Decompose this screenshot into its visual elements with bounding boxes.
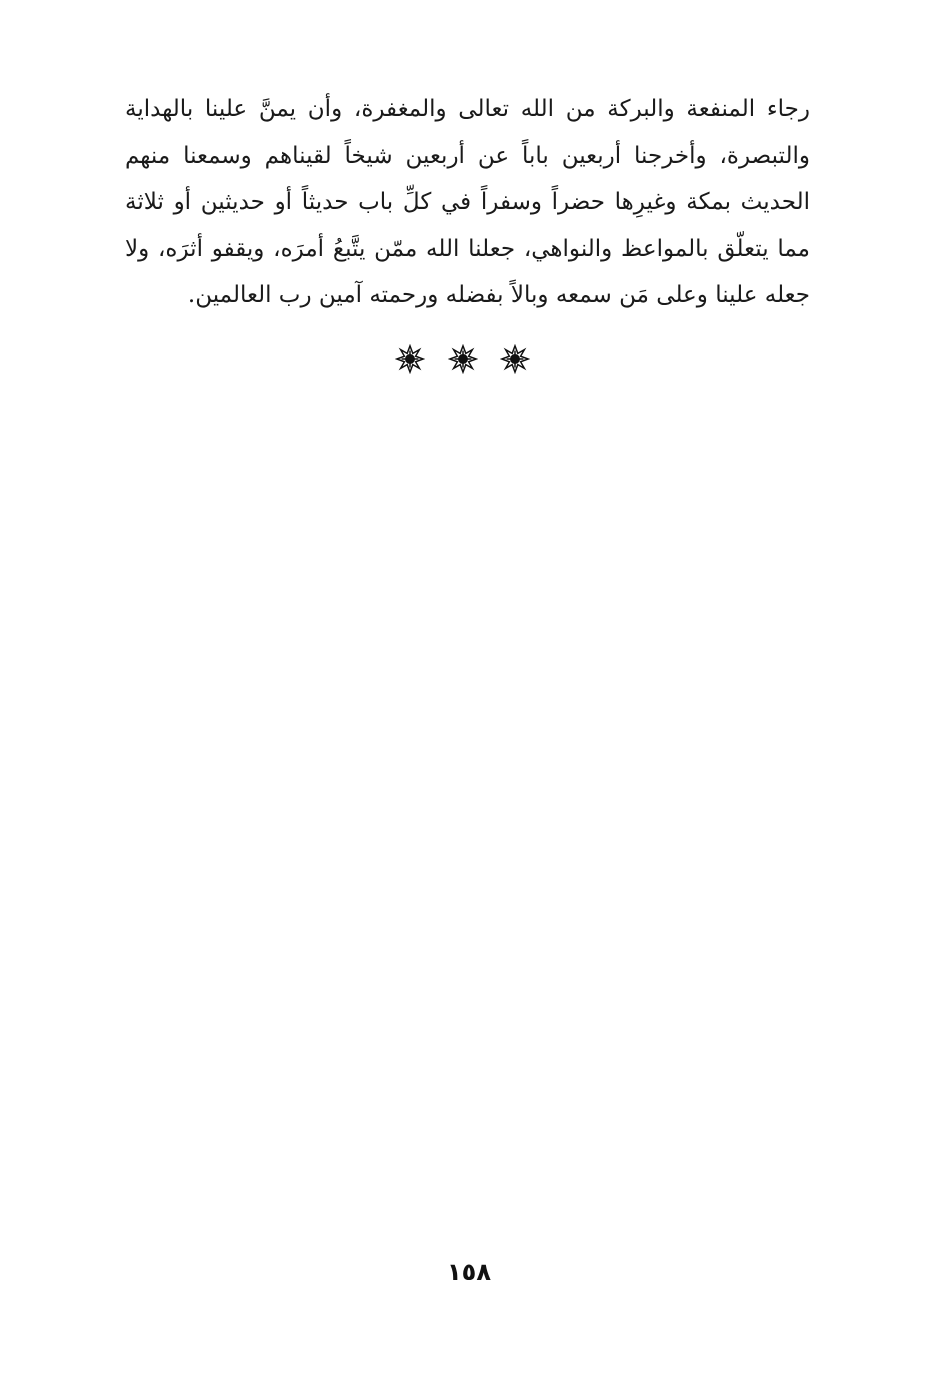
body-line-1: رجاء المنفعة والبركة من الله تعالى والمغفرة، وأن يمنَّ علينا بالهداية <box>125 96 810 122</box>
floral-star-ornament-icon <box>500 344 530 374</box>
body-paragraph <box>125 86 810 319</box>
floral-star-ornament-icon <box>448 344 478 374</box>
section-divider-ornaments <box>395 343 530 375</box>
body-line-2: والتبصرة، وأخرجنا أربعين باباً عن أربعين شيخاً لقيناهم وسمعنا منهم <box>125 142 810 169</box>
page-number: ١٥٨ <box>447 1258 491 1286</box>
body-line-4: مما يتعلّق بالمواعظ والنواهي، جعلنا الله ممّن يتَّبعُ أمرَه، ويقفو أثرَه، ولا <box>125 235 810 262</box>
body-line-5: جعله علينا وعلى مَن سمعه وبالاً بفضله ورحمته آمين رب العالمين. <box>187 282 810 308</box>
body-line-3: الحديث بمكة وغيرِها حضراً وسفراً في كلِّ باب حديثاً أو حديثين أو ثلاثة <box>125 189 810 215</box>
floral-star-ornament-icon <box>395 344 425 374</box>
